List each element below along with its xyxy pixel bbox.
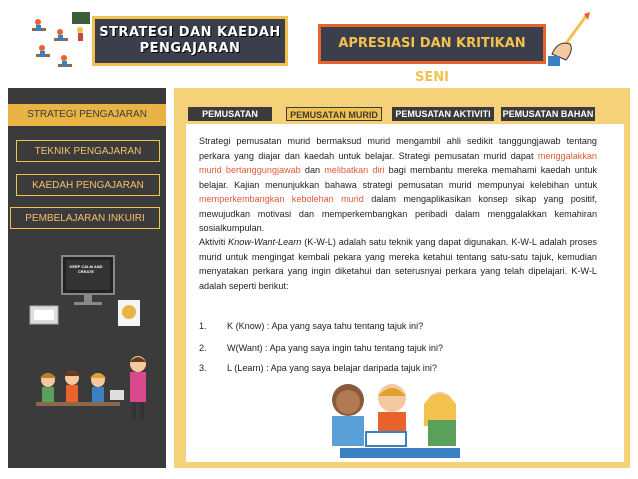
tab-pemusatan-bahan[interactable]: [501, 107, 595, 121]
list-text: W(Want) : Apa yang saya ingin tahu tentang tajuk ini?: [227, 343, 444, 353]
highlight-text: melibatkan diri: [324, 165, 385, 175]
list-item: [199, 362, 437, 374]
paragraph-text: (K-W-L) adalah satu teknik yang dapat digunakan. K-W-L adalah proses murid untuk mengingat kembali pekara yang mereka ketahui tentang satu-satu tajuk, kemudian menyatakan perkara yang ingin diketahui dan seterusnyai perkara yang telah dipelajari. K-W-L adalah seperti berikut:: [199, 237, 597, 291]
sidebar-item-kaedah-pengajaran[interactable]: [16, 174, 160, 196]
paragraph-text: dan: [300, 165, 325, 175]
tab-pemusatan-guru[interactable]: [188, 107, 272, 121]
list-item: [199, 342, 443, 354]
classroom-illustration: [28, 8, 94, 80]
sidebar-item-pembelajaran-inkuiri[interactable]: [10, 207, 160, 229]
tab-pemusatan-aktiviti[interactable]: [392, 107, 494, 121]
sidebar-item-teknik-pengajaran[interactable]: [16, 140, 160, 162]
tab-label: PEMUSATAN MURID: [290, 110, 378, 120]
paragraph-text: bagi membantu mereka memahami kaedah untuk belajar. Kajian menunjukkan bahawa strategi pemusatan murid mempunyai kelebihan untuk: [199, 165, 597, 190]
page-title-line2: PENGAJARAN: [139, 41, 241, 56]
page-title-banner: [92, 16, 288, 66]
tab-pemusatan-murid[interactable]: [286, 107, 382, 121]
highlight-text: memperkembangkan kebolehan murid: [199, 194, 364, 204]
paragraph-text: Strategi pemusatan murid bermaksud murid mengambil ahli sedikit tanggungjawab tentang perkara yang diajar dan kaedah untuk belajar. Strategi pemusatan murid dapat: [199, 136, 597, 161]
sidebar-item-strategi-pengajaran[interactable]: [8, 104, 166, 126]
list-text: K (Know) : Apa yang saya tahu tentang tajuk ini?: [227, 321, 424, 331]
poster-text: KEEP CALM AND CREATE: [69, 264, 103, 274]
list-number: 1.: [199, 321, 207, 331]
section-title: APRESIASI DAN KRITIKAN SENI: [338, 36, 526, 85]
paintbrush-hand-illustration: [548, 10, 592, 66]
paragraph-text: dalam mengaplikasikan konsep sikap yang positif, mewujudkan motivasi dan memperkembangkan peribadi dalam menggalakkan kemahiran sosialkumpulan.: [199, 194, 598, 233]
sidebar-item-label: KAEDAH PENGAJARAN: [32, 180, 144, 191]
tab-label: PEMUSATAN BAHAN: [502, 109, 594, 119]
highlight-text: menggalakkan murid bertanggungjawab: [199, 150, 597, 175]
section-title-banner: [318, 24, 546, 85]
emphasis-text: Know-Want-Learn: [228, 237, 302, 247]
paragraph-text: Aktiviti: [199, 237, 229, 247]
page-title-line1: STRATEGI DAN KAEDAH: [99, 25, 281, 40]
children-illustration: [26, 350, 156, 426]
tab-label: PEMUSATAN: [202, 109, 258, 119]
list-text: L (Learn) : Apa yang saya belajar daripada tajuk ini?: [227, 363, 437, 373]
sidebar-item-label: PEMBELAJARAN INKUIRI: [25, 213, 145, 224]
list-item: [199, 320, 423, 332]
sidebar-item-label: TEKNIK PENGAJARAN: [34, 146, 142, 157]
list-number: 2.: [199, 343, 207, 353]
reading-children-illustration: [320, 376, 480, 464]
paragraph-strategi-pemusatan-murid: [199, 134, 597, 236]
tab-label: PEMUSATAN AKTIVITI: [395, 109, 491, 119]
list-number: 3.: [199, 363, 207, 373]
sidebar-item-label: STRATEGI PENGAJARAN: [27, 109, 147, 120]
paragraph-kwl: [199, 235, 597, 293]
